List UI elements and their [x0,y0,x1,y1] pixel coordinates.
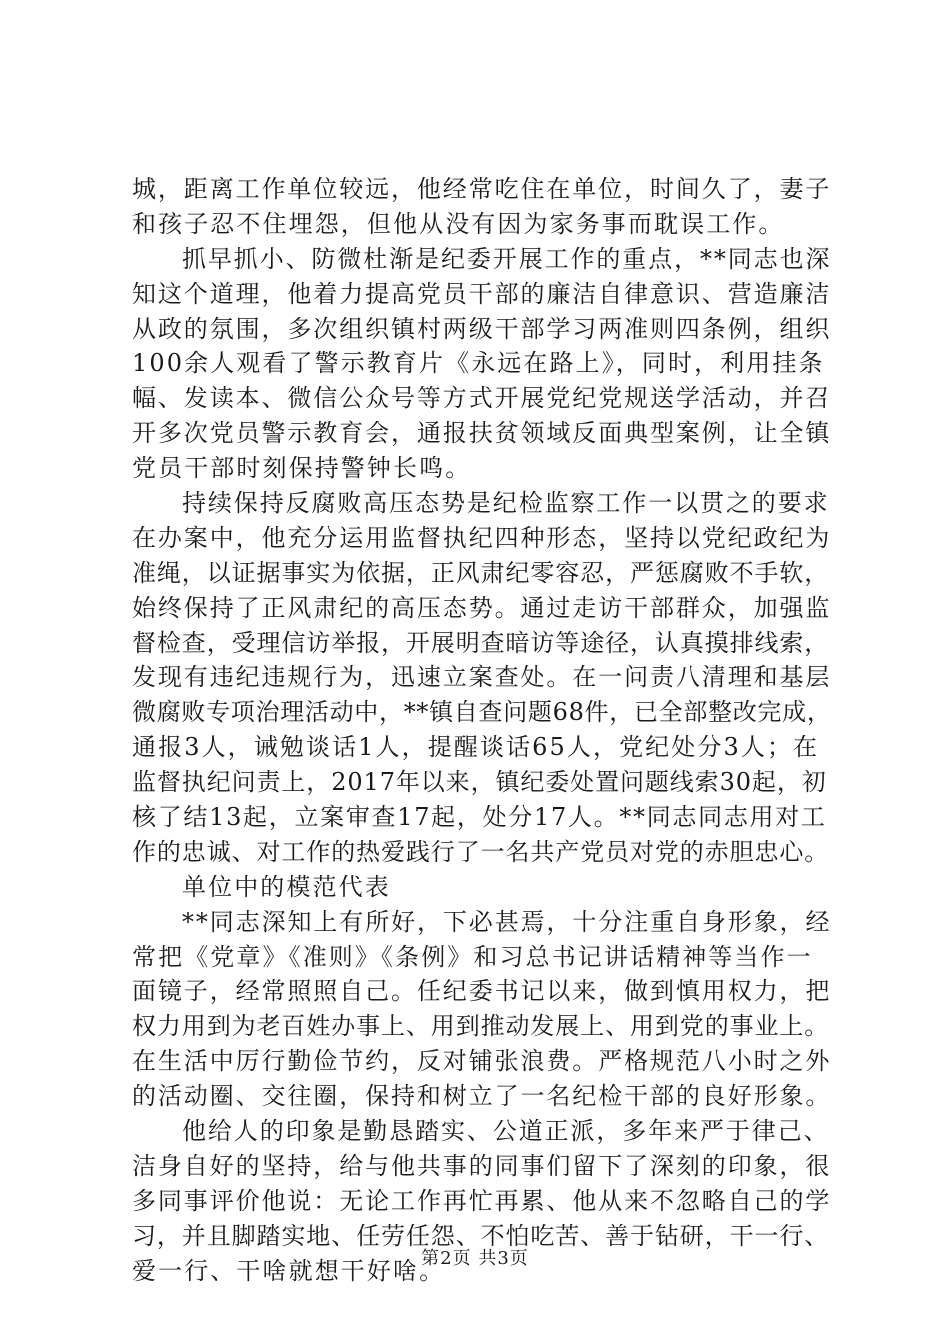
paragraph-start: 抓早抓小、防微杜渐是纪委开展工作的重点，**同志也深 [182,244,832,273]
text-line: 督检查，受理信访举报，开展明查暗访等途径，认真摸排线索， [132,628,830,657]
text-line: 爱一行、干啥就想干好啥。 [132,1256,446,1285]
text-line: 在生活中厉行勤俭节约，反对铺张浪费。严格规范八小时之外 [132,1047,832,1076]
text-line: 发现有违纪违规行为，迅速立案查处。在一问责八清理和基层 [132,663,832,692]
page-number-footer: 第2页 共3页 [421,1248,529,1269]
text-line: 权力用到为老百姓办事上、用到推动发展上、用到党的事业上。 [132,1012,830,1041]
text-line: 常把《党章》《准则》《条例》和习总书记讲话精神等当作一 [132,942,813,971]
text-line: 多同事评价他说：无论工作再忙再累、他从来不忽略自己的学 [132,1186,832,1215]
text-line: 开多次党员警示教育会，通报扶贫领域反面典型案例，让全镇 [132,419,832,448]
section-heading: 单位中的模范代表 [182,872,391,901]
text-line: 党员干部时刻保持警钟长鸣。 [132,454,472,483]
text-line: 面镜子，经常照照自己。任纪委书记以来，做到慎用权力，把 [132,977,832,1006]
text-line: 核了结13起，立案审查17起，处分17人。**同志同志用对工 [132,803,827,832]
text-line: 准绳，以证据事实为依据，正风肃纪零容忍，严惩腐败不手软， [132,558,830,587]
text-line: 从政的氛围，多次组织镇村两级干部学习两准则四条例，组织 [132,314,832,343]
text-line: 习，并且脚踏实地、任劳任怨、不怕吃苦、善于钻研，干一行、 [132,1221,830,1250]
text-line: 监督执纪问责上，2017年以来，镇纪委处置问题线索30起，初 [132,768,827,797]
text-line: 洁身自好的坚持，给与他共事的同事们留下了深刻的印象，很 [132,1151,832,1180]
text-line: 始终保持了正风肃纪的高压态势。通过走访干部群众，加强监 [132,593,832,622]
document-body [132,172,832,1289]
text-line: 幅、发读本、微信公众号等方式开展党纪党规送学活动，并召 [132,384,832,413]
text-line: 100余人观看了警示教育片《永远在路上》，同时，利用挂条 [132,349,825,378]
paragraph-start: **同志深知上有所好，下必甚焉，十分注重自身形象，经 [182,907,832,936]
text-line: 微腐败专项治理活动中，**镇自查问题68件，已全部整改完成， [132,698,832,727]
text-line: 通报3人，诫勉谈话1人，提醒谈话65人，党纪处分3人；在 [132,733,820,762]
text-line: 城，距离工作单位较远，他经常吃住在单位，时间久了，妻子 [132,175,832,203]
text-line: 的活动圈、交往圈，保持和树立了一名纪检干部的良好形象。 [132,1082,832,1111]
paragraph-start: 持续保持反腐败高压态势是纪检监察工作一以贯之的要求 [182,489,830,518]
paragraph-start: 他给人的印象是勤恳踏实、公道正派，多年来严于律己、 [182,1117,830,1146]
text-line: 在办案中，他充分运用监督执纪四种形态，坚持以党纪政纪为 [132,523,832,552]
text-line: 作的忠诚、对工作的热爱践行了一名共产党员对党的赤胆忠心。 [132,837,830,866]
text-line: 和孩子忍不住埋怨，但他从没有因为家务事而耽误工作。 [132,209,785,238]
text-line: 知这个道理，他着力提高党员干部的廉洁自律意识、营造廉洁 [132,279,832,308]
